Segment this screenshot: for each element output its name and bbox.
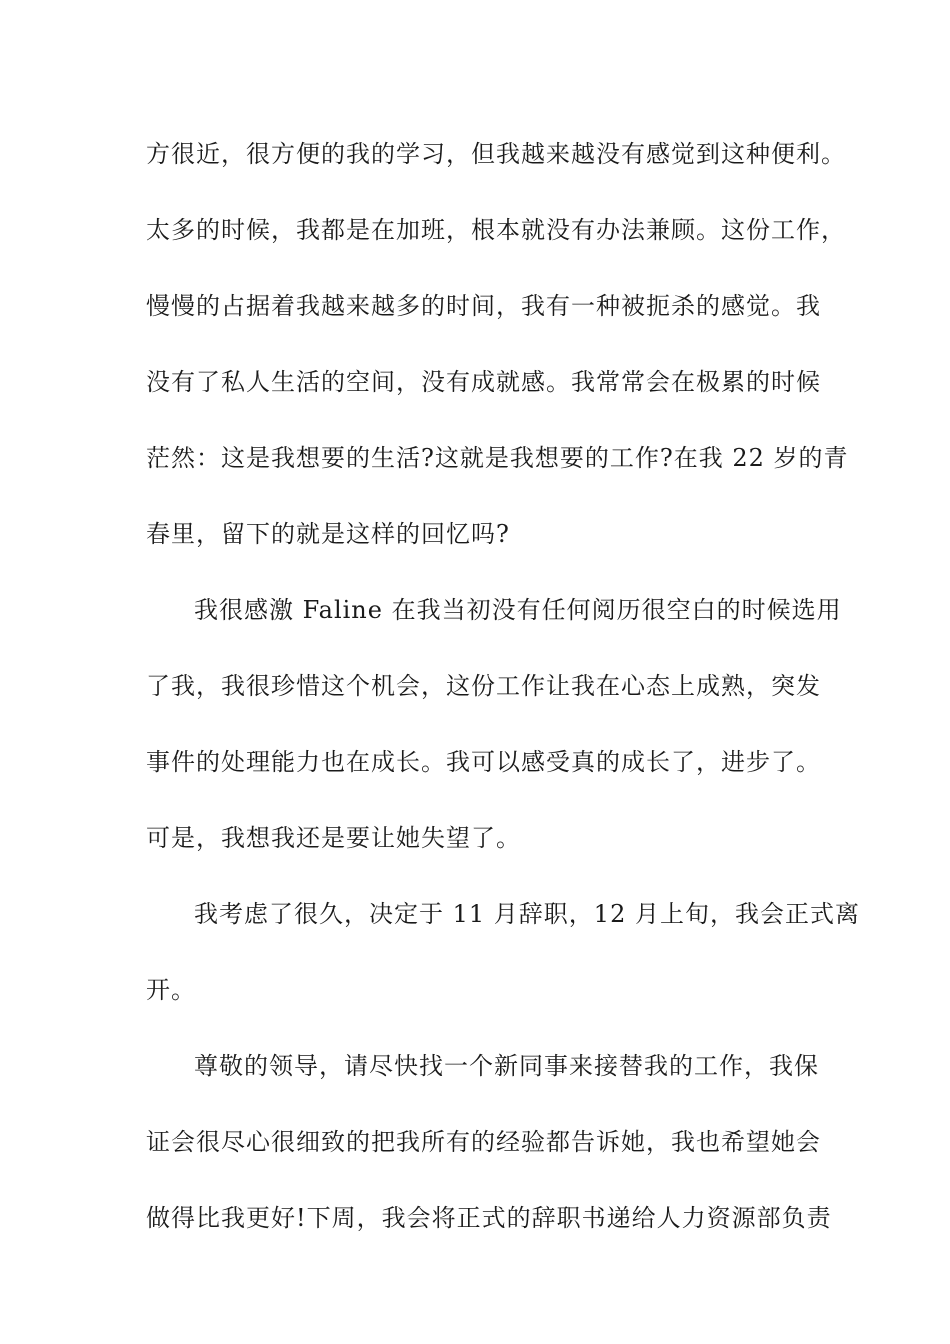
text-line: 可是，我想我还是要让她失望了。 (146, 824, 521, 852)
text-line: 方很近，很方便的我的学习，但我越来越没有感觉到这种便利。 (146, 140, 846, 168)
text-line: 事件的处理能力也在成长。我可以感受真的成长了，进步了。 (146, 748, 821, 776)
paragraph-start-line: 尊敬的领导，请尽快找一个新同事来接替我的工作，我保 (194, 1052, 819, 1080)
text-line: 慢慢的占据着我越来越多的时间，我有一种被扼杀的感觉。我 (146, 292, 821, 320)
text-line: 太多的时候，我都是在加班，根本就没有办法兼顾。这份工作， (146, 216, 846, 244)
paragraph-start-line: 我很感激 Faline 在我当初没有任何阅历很空白的时候选用 (194, 596, 842, 624)
text-line: 开。 (146, 976, 196, 1004)
text-line: 做得比我更好!下周，我会将正式的辞职书递给人力资源部负责 (146, 1204, 832, 1232)
text-line: 证会很尽心很细致的把我所有的经验都告诉她，我也希望她会 (146, 1128, 821, 1156)
text-line: 茫然：这是我想要的生活?这就是我想要的工作?在我 22 岁的青 (146, 444, 849, 472)
text-line: 了我，我很珍惜这个机会，这份工作让我在心态上成熟，突发 (146, 672, 821, 700)
paragraph-start-line: 我考虑了很久，决定于 11 月辞职，12 月上旬，我会正式离 (194, 900, 860, 928)
text-line: 没有了私人生活的空间，没有成就感。我常常会在极累的时候 (146, 368, 821, 396)
text-line: 春里，留下的就是这样的回忆吗? (146, 520, 510, 548)
